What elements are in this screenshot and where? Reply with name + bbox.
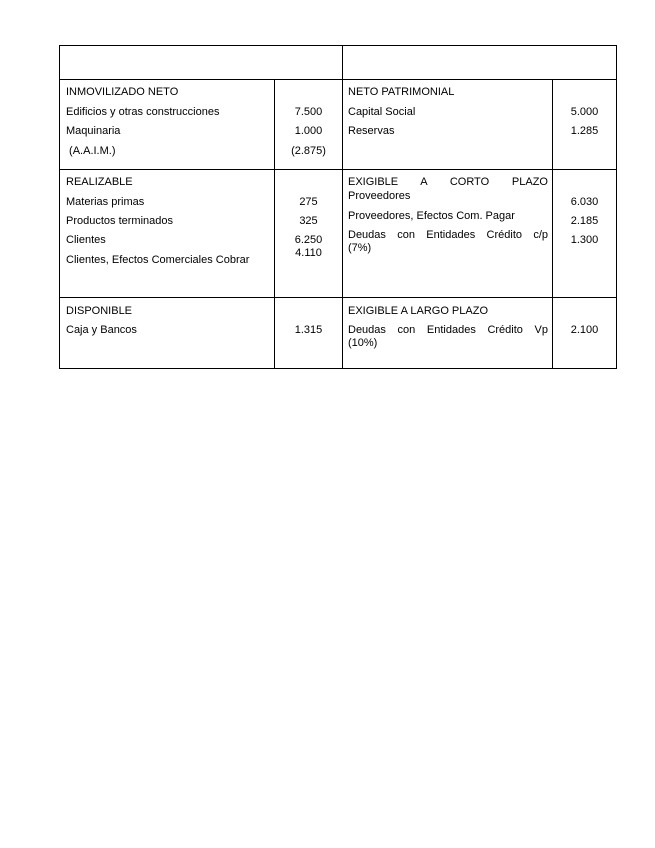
- item-label: Materias primas: [66, 196, 145, 208]
- header-row-divider: [60, 79, 616, 80]
- item-label: (10%): [348, 337, 378, 349]
- row-divider-2: [60, 297, 616, 298]
- item-value: 6.030: [570, 196, 599, 208]
- section-header-exigible-largo: EXIGIBLE A LARGO PLAZO: [348, 305, 489, 317]
- item-label: Clientes: [66, 234, 106, 246]
- item-label: Clientes, Efectos Comerciales Cobrar: [66, 254, 250, 266]
- item-label: Edificios y otras construcciones: [66, 106, 220, 118]
- item-value: (2.875): [291, 145, 326, 157]
- item-value: 4.110: [295, 247, 322, 259]
- item-value: 325: [299, 215, 318, 227]
- item-label: Proveedores, Efectos Com. Pagar: [348, 210, 515, 222]
- section-header-neto-patrimonial: NETO PATRIMONIAL: [348, 86, 455, 98]
- item-value: 7.500: [294, 106, 323, 118]
- item-label: Caja y Bancos: [66, 324, 137, 336]
- balance-sheet-table: [59, 45, 617, 369]
- item-value: 5.000: [570, 106, 599, 118]
- column-divider-center: [342, 46, 343, 368]
- section-header-realizable: REALIZABLE: [66, 176, 133, 188]
- row-divider-1: [60, 169, 616, 170]
- section-header-exigible-corto: EXIGIBLE A CORTO PLAZO: [348, 176, 548, 188]
- item-label: Reservas: [348, 125, 395, 137]
- item-value: 1.285: [570, 125, 599, 137]
- section-header-disponible: DISPONIBLE: [66, 305, 133, 317]
- item-label: Capital Social: [348, 106, 416, 118]
- item-label: Maquinaria: [66, 125, 121, 137]
- item-label: (7%): [348, 242, 372, 254]
- item-label: Proveedores: [348, 190, 411, 202]
- item-value: 275: [299, 196, 318, 208]
- section-header-inmovilizado: INMOVILIZADO NETO: [66, 86, 179, 98]
- item-value: 1.315: [294, 324, 323, 336]
- item-label: Productos terminados: [66, 215, 173, 227]
- item-value: 2.185: [570, 215, 599, 227]
- item-value: 2.100: [570, 324, 599, 336]
- item-value: 1.000: [294, 125, 323, 137]
- item-value: 1.300: [570, 234, 599, 246]
- item-label: Deudas con Entidades Crédito Vp: [348, 324, 548, 336]
- item-label: Deudas con Entidades Crédito c/p: [348, 229, 548, 241]
- item-label: (A.A.I.M.): [66, 145, 116, 157]
- item-value: 6.250: [294, 234, 323, 246]
